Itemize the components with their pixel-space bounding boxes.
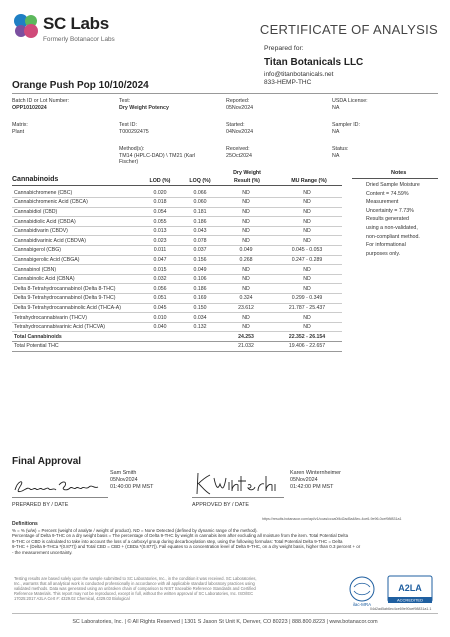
- table-row: [12, 322, 342, 332]
- lod-value: 0.055: [140, 217, 180, 227]
- prepared-by-caption: PREPARED BY / DATE: [12, 502, 69, 508]
- mu-range-value: ND: [272, 274, 342, 284]
- accreditation-badges-icon: [348, 572, 438, 610]
- result-value: 0.049: [220, 246, 272, 256]
- mu-range-value: ND: [272, 207, 342, 217]
- lod-value: 0.011: [140, 246, 180, 256]
- result-value: ND: [220, 207, 272, 217]
- analyte-name: Cannabinolic Acid (CBNA): [12, 274, 140, 284]
- status-field: Status: NA: [332, 146, 349, 159]
- loq-value: 0.132: [180, 322, 220, 332]
- analyte-name: Cannabidivarinic Acid (CBDVA): [12, 236, 140, 246]
- result-value: ND: [220, 274, 272, 284]
- mu-range-value: ND: [272, 226, 342, 236]
- col-lod: LOD (%): [149, 178, 171, 184]
- lod-value: 0.023: [140, 236, 180, 246]
- document-title: CERTIFICATE OF ANALYSIS: [259, 22, 438, 37]
- mu-range-value: ND: [272, 217, 342, 227]
- col-loq: LOQ (%): [189, 178, 211, 184]
- title-divider: [12, 93, 438, 94]
- notes-heading: Notes: [391, 170, 407, 176]
- analyte-name: Tetrahydrocannabivarin (THCV): [12, 313, 140, 323]
- loq-value: 0.060: [180, 198, 220, 208]
- lod-value: 0.051: [140, 294, 180, 304]
- loq-value: 0.156: [180, 255, 220, 265]
- mu-range-value: 0.247 - 0.289: [272, 255, 342, 265]
- analyte-name: Delta 9-Tetrahydrocannabinolic Acid (THCA-A): [12, 303, 140, 313]
- approved-by-caption: APPROVED BY / DATE: [192, 502, 250, 508]
- loq-value: 0.150: [180, 303, 220, 313]
- mu-range-value: ND: [272, 284, 342, 294]
- lod-value: 0.010: [140, 313, 180, 323]
- result-value: ND: [220, 236, 272, 246]
- lod-value: 0.054: [140, 207, 180, 217]
- analyte-name: Cannabidivarin (CBDV): [12, 226, 140, 236]
- table-header-rule: [12, 185, 342, 186]
- usda-license-field: USDA License: NA: [332, 98, 368, 111]
- lod-value: 0.015: [140, 265, 180, 275]
- accredited-badge-label: ACCREDITED: [396, 597, 424, 603]
- sample-title: Orange Push Pop 10/10/2024: [12, 80, 149, 91]
- loq-value: 0.169: [180, 294, 220, 304]
- table-row: [12, 198, 342, 208]
- result-value: ND: [220, 322, 272, 332]
- loq-value: 0.181: [180, 207, 220, 217]
- approved-by-details: Karen Winternheimer 05Nov2024 01:42:00 PM MST: [290, 470, 341, 491]
- lod-value: 0.056: [140, 284, 180, 294]
- analyte-name: Cannabigerol (CBG): [12, 246, 140, 256]
- total-mu: 22.352 - 26.154: [272, 332, 342, 342]
- mu-range-value: ND: [272, 265, 342, 275]
- analyte-name: Delta 8-Tetrahydrocannabinol (Delta 8-THC): [12, 284, 140, 294]
- table-row: [12, 265, 342, 275]
- document-id: 04d2ad5ab6ec4ce69e90cef98831a1.1: [370, 607, 432, 611]
- analyte-name: Cannabidiolic Acid (CBDA): [12, 217, 140, 227]
- lod-value: 0.032: [140, 274, 180, 284]
- reported-field: Reported: 05Nov2024: [226, 98, 254, 111]
- brand-logo: [12, 10, 162, 50]
- result-value: ND: [220, 265, 272, 275]
- loq-value: 0.034: [180, 313, 220, 323]
- result-value: ND: [220, 217, 272, 227]
- analyte-name: Delta 9-Tetrahydrocannabinol (Delta 9-THC): [12, 294, 140, 304]
- footer-rule: [12, 613, 438, 614]
- lod-value: 0.018: [140, 198, 180, 208]
- final-approval-heading: Final Approval: [12, 456, 82, 467]
- disclaimer-text: Testing results are based solely upon the sample submitted to SC Laboratories, Inc., in the condition it was received. SC Laboratories, Inc., warrants that all analytical work is conducted professionally in accordance with all applicable standard laboratory practices using validated methods. Data was generated using an unbroken chain of comparison to NIST traceable Reference Standards and Certified Reference Materials. This report may not be reproduced, except in full, without the written approval of SC Laboratories, Inc. ISO/IEC 17025:2017 A2LA Cert #: 4329.02 Chemical, 4329.03 Biological: [14, 576, 257, 601]
- started-field: Started: 04Nov2024: [226, 122, 254, 135]
- approved-signature-line: [192, 497, 284, 498]
- result-value: ND: [220, 188, 272, 198]
- analyte-name: Cannabigerolic Acid (CBGA): [12, 255, 140, 265]
- batch-id-field: Batch ID or Lot Number: OPP10102024: [12, 98, 70, 111]
- total-cannabinoids-row: [12, 332, 342, 342]
- table-row: [12, 274, 342, 284]
- prepared-by-details: Sam Smith 05Nov2024 01:40:00 PM MST: [110, 470, 154, 491]
- notes-text: Dried Sample Moisture Content = 74.59% Measurement Uncertainty = 7.73% Results generated using a non-validated, non-compliant method. For informational purposes only.: [366, 182, 420, 257]
- definitions-block: Definitions % = % (w/w) = Percent (weight of analyte / weight of product). ND = None Detected (defined by dynamic range of the method). Percentage of Delta 9-THC on a dry weight basis = The percentage of Delta 9-THC by weight in cannabis item after excluding all moisture from the item. Total Potential Delta 9-THC or CBD is calculated to take into account the loss of a carboxyl group during decarboxylation step, using the following formulas: Total Potential Delta 9-THC = Delta 9-THC + (Delta 9-THCa *(0.877)) and Total CBD = CBD + (CBDa *(0.877)). Fail equates to a concentration level of Delta 9-THC, on a dry weight basis, higher than 0.3 percent + or - the measurement uncertainty.: [12, 521, 361, 555]
- result-value: 0.268: [220, 255, 272, 265]
- client-email: info@titanbotanicals.net: [264, 71, 334, 78]
- mu-range-value: 21.787 - 25.437: [272, 303, 342, 313]
- page-footer: SC Laboratories, Inc. | © All Rights Reserved | 1301 S Jason St Unit K, Denver, CO 80223 | 888.800.8223 | www.botanacor.com: [72, 619, 378, 625]
- coa-url-link[interactable]: https://results.botanacor.com/api/v1/coas/ccca0f4d2ad5a48ec-4ce6-9e96-0cef98f831a1: [262, 517, 402, 521]
- potential-thc-result: 21.032: [220, 342, 272, 352]
- lod-value: 0.040: [140, 322, 180, 332]
- result-value: ND: [220, 284, 272, 294]
- mu-range-value: ND: [272, 236, 342, 246]
- table-row: [12, 226, 342, 236]
- lod-value: 0.047: [140, 255, 180, 265]
- method-field: Method(s): TM14 (HPLC-DAD) \ TM21 (Karl Fischer): [119, 146, 196, 166]
- client-phone: 833-HEMP-THC: [264, 79, 312, 86]
- loq-value: 0.037: [180, 246, 220, 256]
- table-row: [12, 303, 342, 313]
- result-value: 23.612: [220, 303, 272, 313]
- loq-value: 0.066: [180, 188, 220, 198]
- analyte-name: Cannabichromenic Acid (CBCA): [12, 198, 140, 208]
- notes-rule: [352, 178, 438, 179]
- result-value: ND: [220, 198, 272, 208]
- table-row: [12, 236, 342, 246]
- loq-value: 0.078: [180, 236, 220, 246]
- loq-value: 0.043: [180, 226, 220, 236]
- table-row: [12, 313, 342, 323]
- potential-thc-label: Total Potential THC: [12, 342, 140, 352]
- table-row: [12, 284, 342, 294]
- total-potential-thc-row: [12, 342, 342, 352]
- mu-range-value: 0.045 - 0.053: [272, 246, 342, 256]
- loq-value: 0.106: [180, 274, 220, 284]
- table-row: [12, 255, 342, 265]
- result-value: 0.324: [220, 294, 272, 304]
- total-label: Total Cannabinoids: [12, 332, 140, 342]
- ilac-badge-label: ilac-MRA: [352, 602, 372, 607]
- col-result-top: Dry Weight: [233, 170, 261, 176]
- prepared-signature-line: [12, 497, 108, 498]
- a2la-badge-label: A2LA: [398, 583, 422, 593]
- lod-value: 0.045: [140, 303, 180, 313]
- lod-value: 0.020: [140, 188, 180, 198]
- prepared-for-label: Prepared for:: [264, 45, 304, 52]
- analyte-name: Tetrahydrocannabivarinic Acid (THCVA): [12, 322, 140, 332]
- received-field: Received: 25Oct2024: [226, 146, 252, 159]
- table-row: [12, 294, 342, 304]
- analyte-name: Cannabichromene (CBC): [12, 188, 140, 198]
- brand-name: SC Labs: [43, 14, 109, 33]
- result-value: ND: [220, 226, 272, 236]
- loq-value: 0.049: [180, 265, 220, 275]
- test-id-field: Test ID: T000292475: [119, 122, 149, 135]
- mu-range-value: ND: [272, 188, 342, 198]
- matrix-field: Matrix: Plant: [12, 122, 28, 135]
- table-row: [12, 217, 342, 227]
- analyte-name: Cannabinol (CBN): [12, 265, 140, 275]
- sc-labs-logo-icon: [12, 12, 40, 40]
- col-result: Result (%): [234, 178, 260, 184]
- mu-range-value: 0.299 - 0.349: [272, 294, 342, 304]
- col-mu-range: MU Range (%): [291, 178, 327, 184]
- client-name: Titan Botanicals LLC: [264, 57, 364, 68]
- result-value: ND: [220, 313, 272, 323]
- table-row: [12, 188, 342, 198]
- mu-range-value: ND: [272, 198, 342, 208]
- mu-range-value: ND: [272, 322, 342, 332]
- potential-thc-mu: 19.406 - 22.657: [272, 342, 342, 352]
- prepared-signature-icon: [12, 475, 107, 497]
- table-row: [12, 207, 342, 217]
- loq-value: 0.186: [180, 284, 220, 294]
- mu-range-value: ND: [272, 313, 342, 323]
- cannabinoids-table: [12, 188, 342, 352]
- cannabinoids-heading: Cannabinoids: [12, 176, 59, 183]
- lod-value: 0.013: [140, 226, 180, 236]
- loq-value: 0.186: [180, 217, 220, 227]
- test-field: Test: Dry Weight Potency: [119, 98, 169, 111]
- approved-signature-icon: [192, 470, 284, 498]
- sampler-id-field: Sampler ID: NA: [332, 122, 360, 135]
- table-row: [12, 246, 342, 256]
- analyte-name: Cannabidiol (CBD): [12, 207, 140, 217]
- brand-subtitle: Formerly Botanacor Labs: [43, 36, 115, 43]
- total-result: 24.253: [220, 332, 272, 342]
